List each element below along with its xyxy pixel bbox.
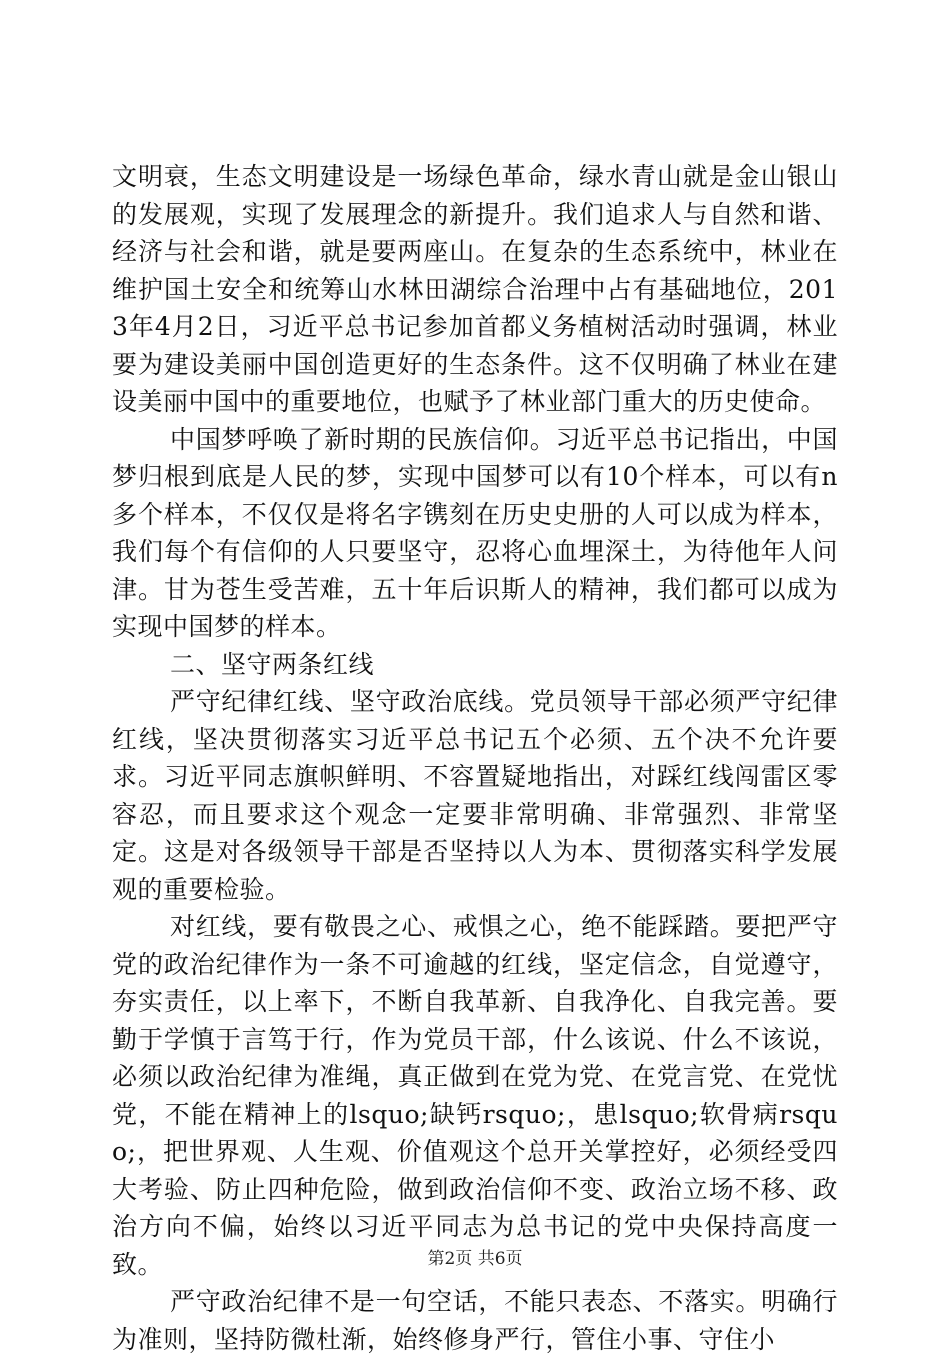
page-number-footer: 第2页 共6页 (427, 1249, 523, 1269)
paragraph-5: 严守政治纪律不是一句空话，不能只表态、不落实。明确行为准则，坚持防微杜渐，始终修身严行，管住小事、守住小 (112, 1287, 838, 1354)
document-body (112, 158, 838, 1358)
paragraph-3: 严守纪律红线、坚守政治底线。党员领导干部必须严守纪律红线，坚决贯彻落实习近平总书记五个必须、五个决不允许要求。习近平同志旗帜鲜明、不容置疑地指出，对踩红线闯雷区零容忍，而且要求这个观念一定要非常明确、非常强烈、非常坚定。这是对各级领导干部是否坚持以人为本、贯彻落实科学发展观的重要检验。 (112, 687, 838, 904)
paragraph-1: 文明衰，生态文明建设是一场绿色革命，绿水青山就是金山银山的发展观，实现了发展理念的新提升。我们追求人与自然和谐、经济与社会和谐，就是要两座山。在复杂的生态系统中，林业在维护国土安全和统筹山水林田湖综合治理中占有基础地位，2013年4月2日，习近平总书记参加首都义务植树活动时强调，林业要为建设美丽中国创造更好的生态条件。这不仅明确了林业在建设美丽中国中的重要地位，也赋予了林业部门重大的历史使命。 (112, 162, 838, 416)
paragraph-4: 对红线，要有敬畏之心、戒惧之心，绝不能踩踏。要把严守党的政治纪律作为一条不可逾越的红线，坚定信念，自觉遵守，夯实责任，以上率下，不断自我革新、自我净化、自我完善。要勤于学慎于言笃于行，作为党员干部，什么该说、什么不该说，必须以政治纪律为准绳，真正做到在党为党、在党言党、在党忧党，不能在精神上的lsquo;缺钙rsquo;，患lsquo;软骨病rsquo;，把世界观、人生观、价值观这个总开关掌控好，必须经受四大考验、防止四种危险，做到政治信仰不变、政治立场不移、政治方向不偏，始终以习近平同志为总书记的党中央保持高度一致。 (112, 912, 838, 1279)
paragraph-2: 中国梦呼唤了新时期的民族信仰。习近平总书记指出，中国梦归根到底是人民的梦，实现中国梦可以有10个样本，可以有n多个样本，不仅仅是将名字镌刻在历史史册的人可以成为样本，我们每个有信仰的人只要坚守，忍将心血埋深土，为待他年人问津。甘为苍生受苦难，五十年后识斯人的精神，我们都可以成为实现中国梦的样本。 (112, 424, 838, 641)
section-heading: 二、坚守两条红线 (170, 649, 375, 679)
